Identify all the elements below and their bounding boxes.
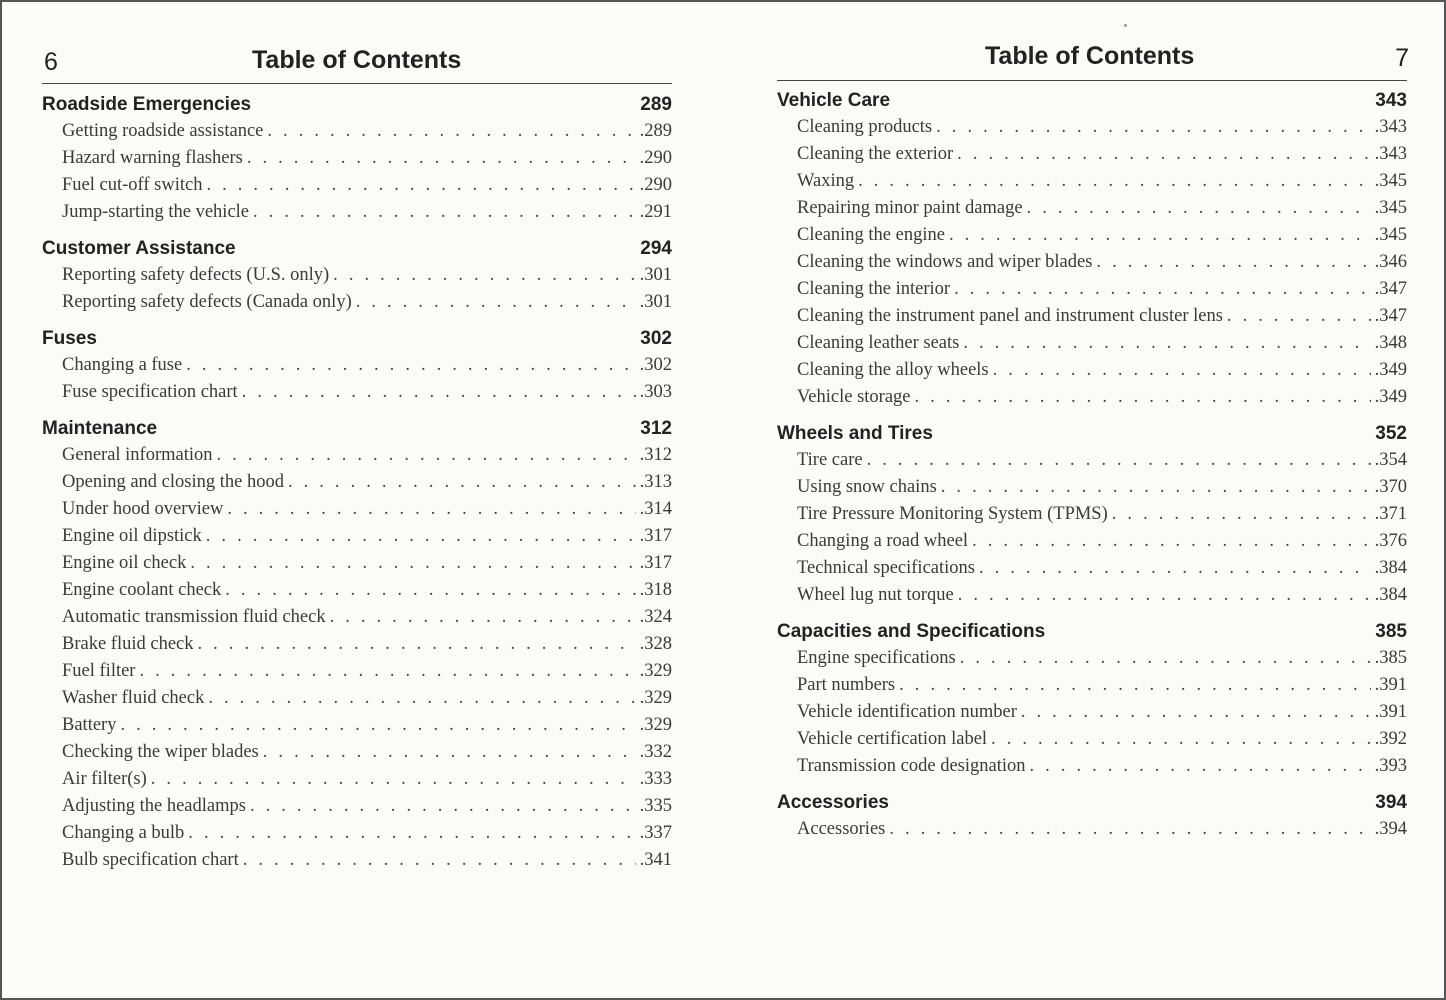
- section-page-number: 394: [1375, 792, 1407, 813]
- dot-leader: [1027, 198, 1371, 219]
- entry-label: Fuel cut-off switch: [62, 175, 203, 195]
- dot-leader: [227, 499, 635, 520]
- right-page-header: [777, 40, 1407, 80]
- toc-entry: [777, 648, 1407, 675]
- entry-label: Engine oil check: [62, 553, 187, 573]
- dot-leader: [333, 265, 635, 286]
- toc-section: [42, 94, 672, 229]
- header-rule: [42, 83, 672, 84]
- entry-page-number: .318: [639, 580, 672, 600]
- entry-label: Using snow chains: [797, 477, 937, 497]
- toc-entry: [777, 531, 1407, 558]
- toc-section: [42, 238, 672, 319]
- entry-page-number: .347: [1374, 306, 1407, 326]
- entry-label: Washer fluid check: [62, 688, 205, 708]
- entry-label: Adjusting the headlamps: [62, 796, 246, 816]
- dot-leader: [253, 202, 636, 223]
- entry-page-number: .317: [639, 553, 672, 573]
- dot-leader: [242, 382, 636, 403]
- entry-page-number: .394: [1374, 819, 1407, 839]
- section-page-number: 302: [640, 328, 672, 349]
- entry-page-number: .346: [1374, 252, 1407, 272]
- toc-section: [42, 418, 672, 877]
- dot-leader: [889, 819, 1370, 840]
- dot-leader: [993, 360, 1371, 381]
- section-title: Vehicle Care: [777, 90, 891, 111]
- dot-leader: [867, 450, 1371, 471]
- toc-entry: [42, 148, 672, 175]
- toc-entry: [777, 279, 1407, 306]
- entry-page-number: .317: [639, 526, 672, 546]
- dot-leader: [963, 333, 1370, 354]
- toc-entry: [42, 769, 672, 796]
- dot-leader: [960, 648, 1371, 669]
- entry-label: Transmission code designation: [797, 756, 1026, 776]
- section-heading: [42, 94, 672, 121]
- section-page-number: 352: [1375, 423, 1407, 444]
- toc-entry: [42, 661, 672, 688]
- entry-page-number: .343: [1374, 144, 1407, 164]
- entry-label: Checking the wiper blades: [62, 742, 259, 762]
- toc-entry: [42, 715, 672, 742]
- entry-label: Automatic transmission fluid check: [62, 607, 326, 627]
- entry-label: Repairing minor paint damage: [797, 198, 1023, 218]
- entry-page-number: .324: [639, 607, 672, 627]
- entry-page-number: .329: [639, 661, 672, 681]
- toc-entry: [777, 198, 1407, 225]
- section-page-number: 312: [640, 418, 672, 439]
- dot-leader: [288, 472, 636, 493]
- entry-page-number: .348: [1374, 333, 1407, 353]
- entry-label: Brake fluid check: [62, 634, 194, 654]
- entry-page-number: .345: [1374, 198, 1407, 218]
- entry-label: Engine oil dipstick: [62, 526, 202, 546]
- toc-section: [777, 423, 1407, 612]
- toc-list: [777, 90, 1407, 846]
- toc-entry: [42, 850, 672, 877]
- dot-leader: [356, 292, 636, 313]
- toc-entry: [42, 823, 672, 850]
- section-title: Fuses: [42, 328, 97, 349]
- entry-page-number: .312: [639, 445, 672, 465]
- dot-leader: [217, 445, 636, 466]
- toc-entry: [777, 360, 1407, 387]
- entry-page-number: .393: [1374, 756, 1407, 776]
- toc-entry: [42, 526, 672, 553]
- toc-entry: [777, 558, 1407, 585]
- entry-page-number: .370: [1374, 477, 1407, 497]
- dot-leader: [949, 225, 1371, 246]
- entry-label: Opening and closing the hood: [62, 472, 284, 492]
- dot-leader: [198, 634, 636, 655]
- toc-entry: [42, 121, 672, 148]
- toc-entry: [777, 117, 1407, 144]
- toc-entry: [42, 292, 672, 319]
- dot-leader: [899, 675, 1370, 696]
- dot-leader: [139, 661, 635, 682]
- entry-label: Air filter(s): [62, 769, 147, 789]
- toc-entry: [777, 504, 1407, 531]
- left-page-header: [42, 44, 672, 84]
- entry-label: Vehicle identification number: [797, 702, 1017, 722]
- page-number: 6: [44, 48, 58, 76]
- entry-label: Getting roadside assistance: [62, 121, 264, 141]
- entry-label: Wheel lug nut torque: [797, 585, 954, 605]
- entry-page-number: .301: [639, 265, 672, 285]
- entry-page-number: .329: [639, 715, 672, 735]
- section-heading: [777, 792, 1407, 819]
- dot-leader: [120, 715, 635, 736]
- dot-leader: [263, 742, 636, 763]
- toc-entry: [777, 387, 1407, 414]
- section-heading: [42, 328, 672, 355]
- entry-label: Engine specifications: [797, 648, 956, 668]
- toc-entry: [42, 355, 672, 382]
- entry-page-number: .347: [1374, 279, 1407, 299]
- entry-label: Reporting safety defects (Canada only): [62, 292, 352, 312]
- toc-section: [777, 621, 1407, 783]
- dot-leader: [1096, 252, 1370, 273]
- entry-label: Tire Pressure Monitoring System (TPMS): [797, 504, 1108, 524]
- entry-page-number: .349: [1374, 387, 1407, 407]
- entry-label: Vehicle storage: [797, 387, 911, 407]
- toc-section: [777, 90, 1407, 414]
- toc-entry: [777, 225, 1407, 252]
- dot-leader: [330, 607, 636, 628]
- entry-label: General information: [62, 445, 213, 465]
- toc-entry: [42, 634, 672, 661]
- entry-label: Cleaning the windows and wiper blades: [797, 252, 1093, 272]
- toc-entry: [42, 472, 672, 499]
- dot-leader: [1227, 306, 1371, 327]
- entry-page-number: .302: [639, 355, 672, 375]
- toc-list: [42, 94, 672, 877]
- section-title: Maintenance: [42, 418, 158, 439]
- dot-leader: [188, 823, 635, 844]
- dot-leader: [991, 729, 1371, 750]
- page-title: Table of Contents: [252, 46, 462, 74]
- dot-leader: [941, 477, 1371, 498]
- toc-entry: [777, 171, 1407, 198]
- toc-entry: [777, 333, 1407, 360]
- dot-leader: [979, 558, 1371, 579]
- page-title: Table of Contents: [985, 42, 1195, 70]
- section-title: Capacities and Specifications: [777, 621, 1046, 642]
- toc-entry: [42, 553, 672, 580]
- entry-label: Cleaning the exterior: [797, 144, 954, 164]
- toc-entry: [777, 585, 1407, 612]
- dot-leader: [1030, 756, 1371, 777]
- toc-entry: [777, 252, 1407, 279]
- entry-label: Part numbers: [797, 675, 896, 695]
- entry-page-number: .291: [639, 202, 672, 222]
- entry-label: Accessories: [797, 819, 886, 839]
- dot-leader: [208, 688, 635, 709]
- toc-entry: [42, 607, 672, 634]
- entry-page-number: .345: [1374, 171, 1407, 191]
- toc-entry: [777, 306, 1407, 333]
- toc-entry: [777, 702, 1407, 729]
- entry-label: Cleaning the instrument panel and instrument cluster lens: [797, 306, 1223, 326]
- entry-label: Engine coolant check: [62, 580, 222, 600]
- dot-leader: [936, 117, 1370, 138]
- dot-leader: [190, 553, 635, 574]
- entry-page-number: .354: [1374, 450, 1407, 470]
- toc-entry: [42, 445, 672, 472]
- entry-page-number: .392: [1374, 729, 1407, 749]
- dot-leader: [206, 175, 635, 196]
- section-title: Customer Assistance: [42, 238, 236, 259]
- toc-entry: [777, 477, 1407, 504]
- section-title: Accessories: [777, 792, 889, 813]
- dot-leader: [247, 148, 636, 169]
- section-title: Wheels and Tires: [777, 423, 933, 444]
- right-page: [777, 2, 1407, 998]
- dot-leader: [972, 531, 1371, 552]
- toc-entry: [42, 382, 672, 409]
- toc-entry: [42, 580, 672, 607]
- entry-label: Changing a road wheel: [797, 531, 969, 551]
- entry-page-number: .376: [1374, 531, 1407, 551]
- dot-leader: [225, 580, 635, 601]
- entry-page-number: .385: [1374, 648, 1407, 668]
- entry-page-number: .313: [639, 472, 672, 492]
- entry-page-number: .391: [1374, 675, 1407, 695]
- header-rule: [777, 80, 1407, 81]
- section-page-number: 289: [640, 94, 672, 115]
- entry-page-number: .391: [1374, 702, 1407, 722]
- dot-leader: [151, 769, 636, 790]
- toc-entry: [42, 265, 672, 292]
- toc-entry: [42, 742, 672, 769]
- entry-page-number: .341: [639, 850, 672, 870]
- entry-label: Bulb specification chart: [62, 850, 239, 870]
- entry-page-number: .289: [639, 121, 672, 141]
- entry-label: Cleaning the engine: [797, 225, 945, 245]
- dot-leader: [186, 355, 635, 376]
- entry-page-number: .290: [639, 175, 672, 195]
- toc-entry: [777, 729, 1407, 756]
- dot-leader: [858, 171, 1371, 192]
- toc-section: [42, 328, 672, 409]
- toc-entry: [42, 796, 672, 823]
- entry-page-number: .314: [639, 499, 672, 519]
- section-page-number: 294: [640, 238, 672, 259]
- dot-leader: [267, 121, 635, 142]
- section-heading: [42, 418, 672, 445]
- entry-page-number: .343: [1374, 117, 1407, 137]
- entry-label: Reporting safety defects (U.S. only): [62, 265, 330, 285]
- toc-entry: [42, 175, 672, 202]
- section-heading: [777, 621, 1407, 648]
- section-page-number: 385: [1375, 621, 1407, 642]
- entry-page-number: .349: [1374, 360, 1407, 380]
- entry-page-number: .384: [1374, 558, 1407, 578]
- entry-label: Technical specifications: [797, 558, 975, 578]
- entry-page-number: .328: [639, 634, 672, 654]
- toc-entry: [42, 202, 672, 229]
- entry-page-number: .329: [639, 688, 672, 708]
- entry-page-number: .345: [1374, 225, 1407, 245]
- toc-entry: [777, 675, 1407, 702]
- section-heading: [777, 423, 1407, 450]
- dot-leader: [1021, 702, 1371, 723]
- dot-leader: [250, 796, 636, 817]
- toc-section: [777, 792, 1407, 846]
- dot-leader: [958, 585, 1371, 606]
- section-heading: [777, 90, 1407, 117]
- entry-page-number: .290: [639, 148, 672, 168]
- entry-label: Changing a fuse: [62, 355, 183, 375]
- entry-label: Cleaning the alloy wheels: [797, 360, 989, 380]
- entry-label: Cleaning leather seats: [797, 333, 960, 353]
- entry-label: Fuel filter: [62, 661, 136, 681]
- entry-page-number: .301: [639, 292, 672, 312]
- dot-leader: [957, 144, 1370, 165]
- entry-page-number: .371: [1374, 504, 1407, 524]
- section-heading: [42, 238, 672, 265]
- entry-page-number: .303: [639, 382, 672, 402]
- toc-entry: [777, 819, 1407, 846]
- entry-label: Hazard warning flashers: [62, 148, 243, 168]
- entry-page-number: .337: [639, 823, 672, 843]
- toc-entry: [42, 688, 672, 715]
- entry-label: Cleaning products: [797, 117, 933, 137]
- entry-page-number: .384: [1374, 585, 1407, 605]
- entry-label: Battery: [62, 715, 117, 735]
- entry-page-number: .333: [639, 769, 672, 789]
- entry-label: Fuse specification chart: [62, 382, 238, 402]
- entry-label: Jump-starting the vehicle: [62, 202, 250, 222]
- entry-label: Under hood overview: [62, 499, 224, 519]
- dot-leader: [954, 279, 1371, 300]
- entry-label: Waxing: [797, 171, 855, 191]
- section-page-number: 343: [1375, 90, 1407, 111]
- toc-entry: [42, 499, 672, 526]
- dot-leader: [206, 526, 636, 547]
- dot-leader: [915, 387, 1371, 408]
- entry-label: Vehicle certification label: [797, 729, 988, 749]
- entry-label: Changing a bulb: [62, 823, 185, 843]
- section-title: Roadside Emergencies: [42, 94, 252, 115]
- left-page: [42, 2, 672, 998]
- toc-entry: [777, 450, 1407, 477]
- entry-page-number: .332: [639, 742, 672, 762]
- entry-page-number: .335: [639, 796, 672, 816]
- toc-entry: [777, 756, 1407, 783]
- toc-entry: [777, 144, 1407, 171]
- entry-label: Cleaning the interior: [797, 279, 951, 299]
- dot-leader: [243, 850, 636, 871]
- entry-label: Tire care: [797, 450, 863, 470]
- dot-leader: [1112, 504, 1371, 525]
- page-number: 7: [1395, 44, 1409, 72]
